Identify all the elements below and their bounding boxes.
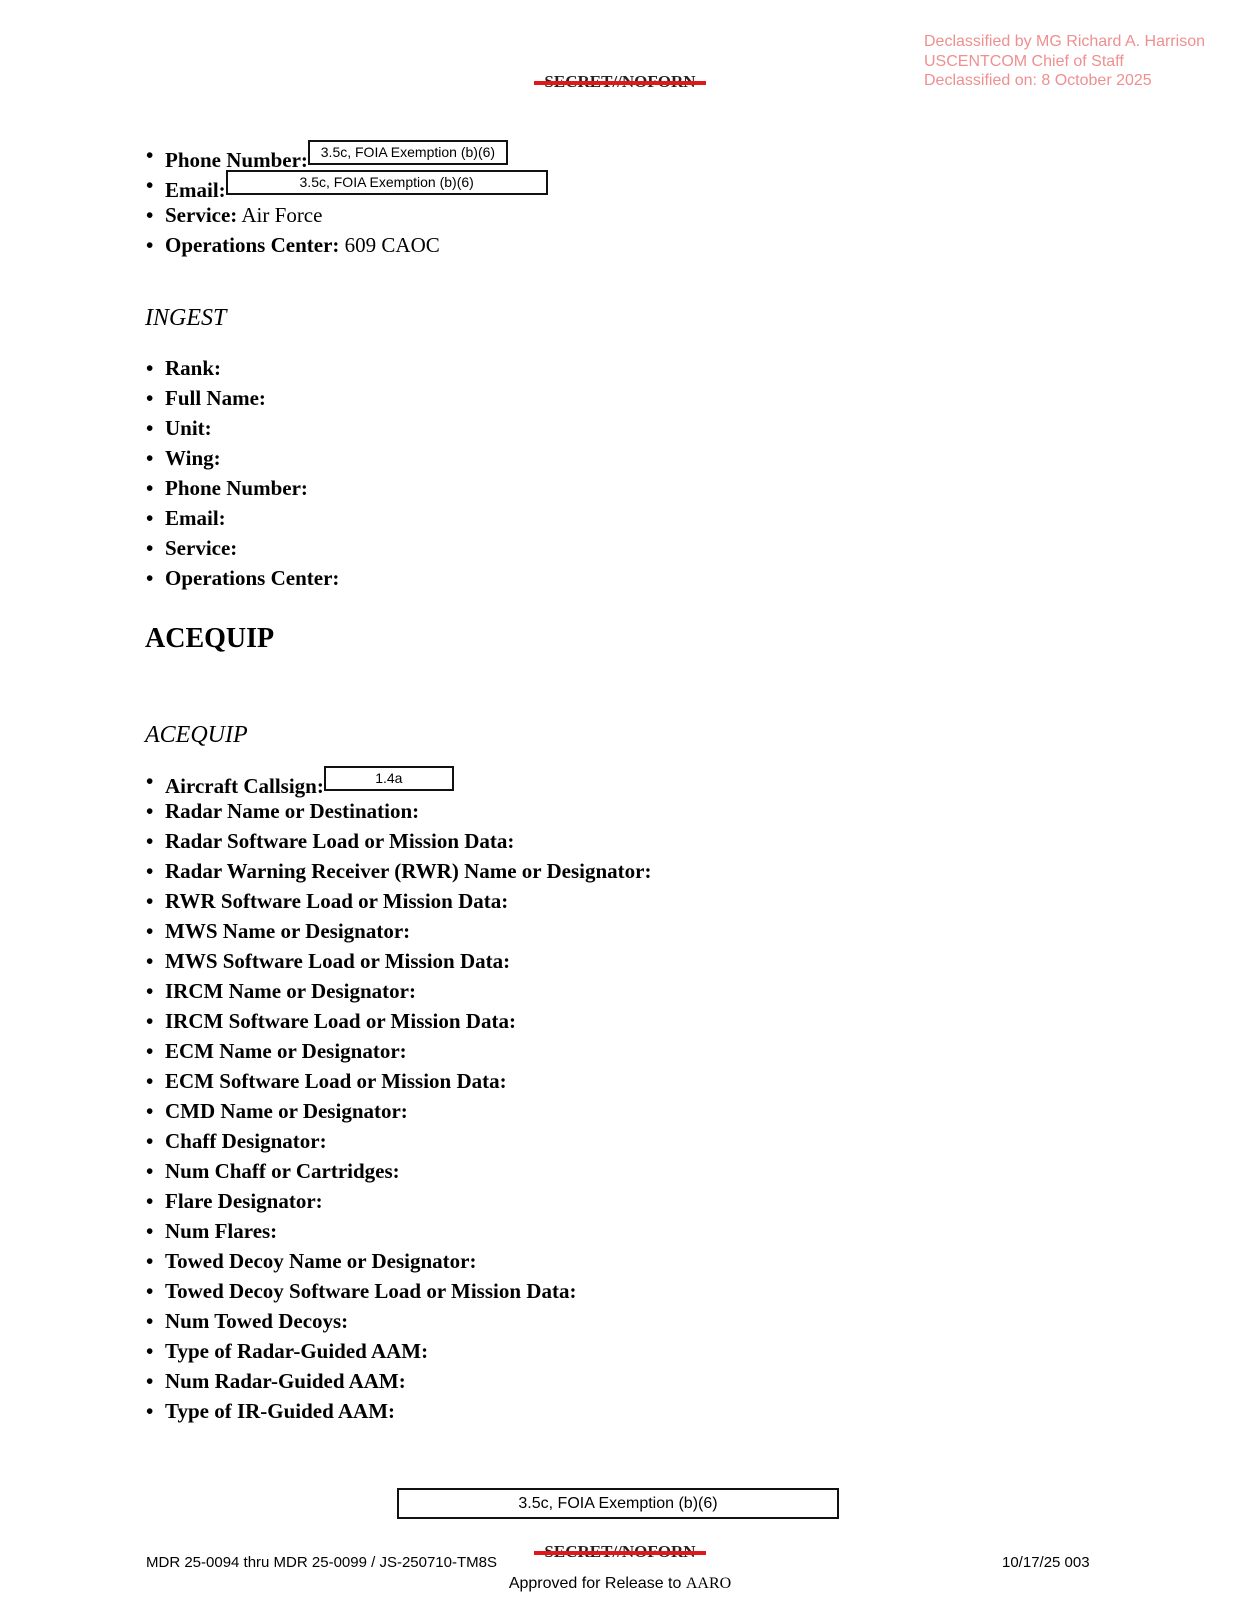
acequip-list <box>146 766 651 1426</box>
field-label: MWS Name or Designator: <box>165 919 411 943</box>
list-item <box>146 473 339 503</box>
list-item <box>146 1276 651 1306</box>
field-label: RWR Software Load or Mission Data: <box>165 889 509 913</box>
list-item <box>146 1306 651 1336</box>
section-subheading-ingest: INGEST <box>145 305 227 331</box>
list-item <box>146 503 339 533</box>
contact-list <box>146 140 548 260</box>
list-item <box>146 1126 651 1156</box>
list-item <box>146 976 651 1006</box>
classification-marking-top <box>0 72 1240 92</box>
field-label: Chaff Designator: <box>165 1129 327 1153</box>
release-prefix: Approved for Release to <box>508 1575 682 1592</box>
field-label: IRCM Name or Designator: <box>165 979 416 1003</box>
declass-title: USCENTCOM Chief of Staff <box>924 52 1124 70</box>
field-label: Towed Decoy Name or Designator: <box>165 1249 477 1273</box>
list-item <box>146 1036 651 1066</box>
field-label: ECM Name or Designator: <box>165 1039 407 1063</box>
document-id: MDR 25-0094 thru MDR 25-0099 / JS-250710-TM8S <box>146 1554 497 1571</box>
field-label: Type of Radar-Guided AAM: <box>165 1339 429 1363</box>
list-item-aircraft-callsign <box>146 766 651 796</box>
field-label: Num Radar-Guided AAM: <box>165 1369 406 1393</box>
declass-date: Declassified on: 8 October 2025 <box>924 72 1152 89</box>
strikethrough-line <box>534 1551 705 1555</box>
field-label: Unit: <box>165 416 212 440</box>
field-label: Radar Name or Destination: <box>165 799 420 823</box>
list-item-email <box>146 170 548 200</box>
field-label: Radar Warning Receiver (RWR) Name or Designator: <box>165 859 652 883</box>
field-label: Rank: <box>165 356 222 380</box>
field-label: Email: <box>165 178 226 202</box>
field-value: Air Force <box>241 203 323 227</box>
list-item <box>146 1066 651 1096</box>
field-label: Service: <box>165 203 238 227</box>
field-label: Wing: <box>165 446 221 470</box>
date-code: 10/17/25 003 <box>1002 1554 1090 1571</box>
list-item <box>146 886 651 916</box>
list-item-phone-number <box>146 140 548 170</box>
section-heading-acequip: ACEQUIP <box>145 623 275 654</box>
list-item <box>146 563 339 593</box>
field-label: Num Chaff or Cartridges: <box>165 1159 400 1183</box>
field-label: Num Towed Decoys: <box>165 1309 349 1333</box>
field-label: Operations Center: <box>165 566 340 590</box>
list-item-operations-center <box>146 230 548 260</box>
field-label: Email: <box>165 506 226 530</box>
redaction-box: 3.5c, FOIA Exemption (b)(6) <box>308 140 508 165</box>
release-org: AARO <box>685 1575 732 1592</box>
redaction-box: 1.4a <box>324 766 454 791</box>
redaction-box: 3.5c, FOIA Exemption (b)(6) <box>226 170 548 195</box>
list-item <box>146 946 651 976</box>
list-item <box>146 1006 651 1036</box>
field-label: Type of IR-Guided AAM: <box>165 1399 396 1423</box>
list-item <box>146 1156 651 1186</box>
list-item <box>146 1366 651 1396</box>
list-item <box>146 916 651 946</box>
list-item <box>146 1246 651 1276</box>
field-label: Radar Software Load or Mission Data: <box>165 829 515 853</box>
list-item <box>146 1336 651 1366</box>
field-label: CMD Name or Designator: <box>165 1099 408 1123</box>
field-label: IRCM Software Load or Mission Data: <box>165 1009 516 1033</box>
list-item <box>146 856 651 886</box>
field-label: Towed Decoy Software Load or Mission Data: <box>165 1279 577 1303</box>
field-label: Phone Number: <box>165 148 308 172</box>
list-item <box>146 1396 651 1426</box>
field-label: Num Flares: <box>165 1219 278 1243</box>
declass-authority: Declassified by MG Richard A. Harrison <box>924 33 1205 50</box>
ingest-list <box>146 353 339 593</box>
field-label: Aircraft Callsign: <box>165 774 324 798</box>
field-label: Service: <box>165 536 238 560</box>
strikethrough-line <box>534 81 705 85</box>
list-item <box>146 533 339 563</box>
release-statement <box>0 1575 1240 1593</box>
list-item <box>146 826 651 856</box>
field-label: Operations Center: <box>165 233 340 257</box>
list-item <box>146 413 339 443</box>
list-item <box>146 1216 651 1246</box>
field-label: Full Name: <box>165 386 266 410</box>
field-label: Flare Designator: <box>165 1189 323 1213</box>
list-item <box>146 383 339 413</box>
list-item <box>146 796 651 826</box>
section-subheading-acequip: ACEQUIP <box>145 722 248 748</box>
list-item <box>146 353 339 383</box>
field-value: 609 CAOC <box>344 233 440 257</box>
field-label: MWS Software Load or Mission Data: <box>165 949 511 973</box>
list-item <box>146 443 339 473</box>
field-label: ECM Software Load or Mission Data: <box>165 1069 507 1093</box>
list-item <box>146 1096 651 1126</box>
list-item-service <box>146 200 548 230</box>
list-item <box>146 1186 651 1216</box>
footer-redaction-box: 3.5c, FOIA Exemption (b)(6) <box>397 1488 839 1519</box>
field-label: Phone Number: <box>165 476 308 500</box>
